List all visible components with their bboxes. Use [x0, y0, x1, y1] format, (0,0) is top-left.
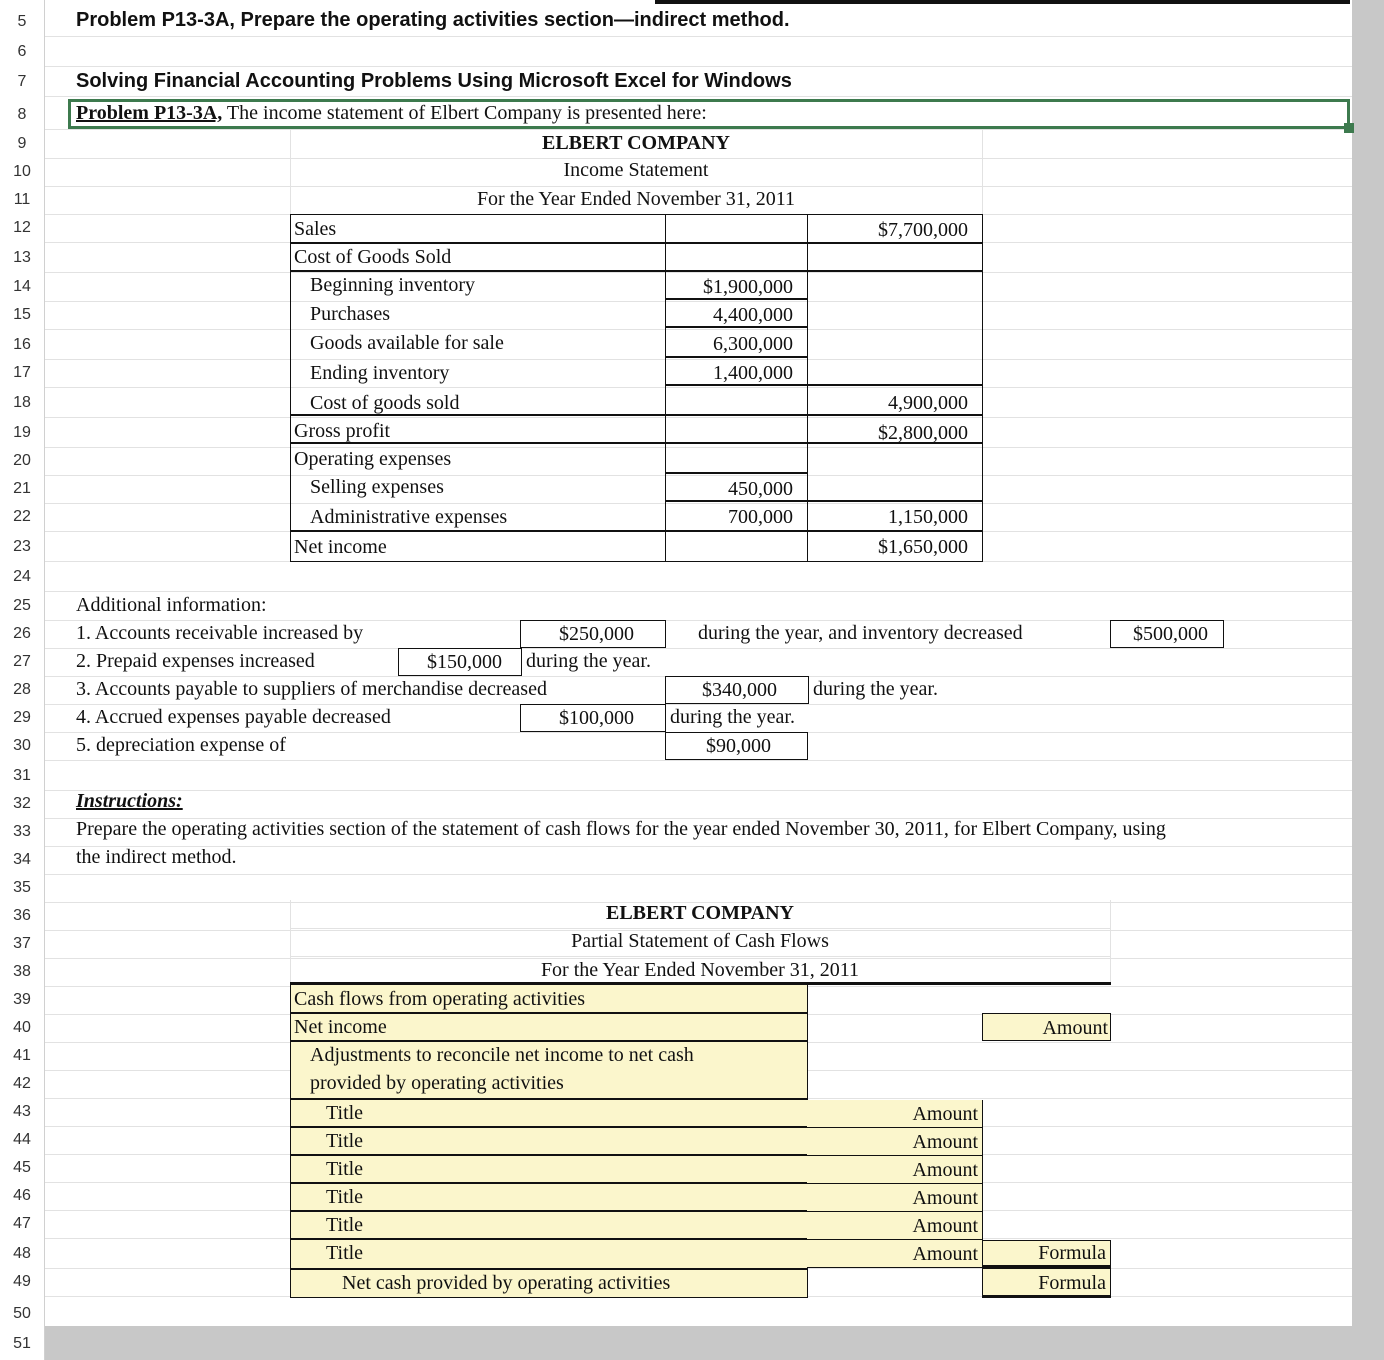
additional-item3-a: 3. Accounts payable to suppliers of merchandise decreased	[76, 678, 547, 700]
is-cogs-label: Cost of Goods Sold	[294, 246, 452, 268]
is-cogs-total-value: 4,900,000	[888, 392, 968, 414]
row-header[interactable]: 47	[13, 1215, 31, 1232]
row-header[interactable]: 37	[13, 935, 31, 952]
row-header[interactable]: 26	[13, 625, 31, 642]
instructions-line2: the indirect method.	[76, 846, 237, 868]
row-header[interactable]: 42	[13, 1075, 31, 1092]
row-gridline	[45, 760, 1352, 761]
is-opex-total-value: 1,150,000	[888, 506, 968, 528]
row-header[interactable]: 44	[13, 1131, 31, 1148]
row-header[interactable]: 23	[13, 538, 31, 555]
row-gridline	[45, 186, 1352, 187]
cf-net-income-label: Net income	[294, 1016, 387, 1038]
additional-item2-value: $150,000	[427, 651, 502, 673]
cf-row-rule	[290, 1040, 808, 1042]
is-gross-profit-value: $2,800,000	[878, 422, 968, 444]
is-beg-inv-label: Beginning inventory	[310, 274, 475, 296]
is-cell-rule	[666, 472, 808, 474]
cf-adjust-title: Title	[326, 1186, 364, 1208]
cf-adjust-amount: Amount	[912, 1215, 978, 1237]
row-gridline	[45, 704, 1352, 705]
row-header[interactable]: 30	[13, 737, 31, 754]
sheet-edge-bottom	[45, 1326, 1384, 1360]
row-header[interactable]: 39	[13, 991, 31, 1008]
cf-row-rule	[290, 1210, 808, 1212]
cf-period: For the Year Ended November 31, 2011	[540, 959, 860, 981]
additional-item2-a: 2. Prepaid expenses increased	[76, 650, 315, 672]
is-cell-rule	[666, 356, 808, 358]
row-header[interactable]: 28	[13, 681, 31, 698]
is-cell-rule	[808, 384, 983, 386]
additional-item3-b: during the year.	[813, 678, 938, 700]
is-sales-label: Sales	[294, 218, 337, 240]
subtitle: Solving Financial Accounting Problems Using Microsoft Excel for Windows	[76, 70, 792, 92]
cf-section-label: Cash flows from operating activities	[294, 988, 586, 1010]
cf-row-rule	[290, 1238, 808, 1240]
row-header[interactable]: 36	[13, 907, 31, 924]
cf-row-rule	[290, 1012, 808, 1014]
is-admin-value: 700,000	[728, 506, 793, 528]
row-gridline	[45, 648, 1352, 649]
is-company: ELBERT COMPANY	[541, 132, 731, 154]
row-header[interactable]: 24	[13, 568, 31, 585]
row-header[interactable]: 29	[13, 709, 31, 726]
row-header[interactable]: 38	[13, 963, 31, 980]
row-gridline	[45, 874, 1352, 875]
is-title: Income Statement	[563, 159, 709, 181]
cf-row-rule	[290, 1268, 808, 1270]
row-header[interactable]: 14	[13, 278, 31, 295]
cf-adjust-amount: Amount	[912, 1103, 978, 1125]
row-header[interactable]: 34	[13, 851, 31, 868]
is-net-income-value: $1,650,000	[878, 536, 968, 558]
is-cogs-total-label: Cost of goods sold	[310, 392, 460, 414]
row-header[interactable]: 18	[13, 394, 31, 411]
additional-item4-a: 4. Accrued expenses payable decreased	[76, 706, 391, 728]
row-header[interactable]: 10	[13, 163, 31, 180]
row-gridline	[45, 96, 1352, 97]
is-end-inv-label: Ending inventory	[310, 362, 450, 384]
row-header[interactable]: 45	[13, 1159, 31, 1176]
is-row-rule	[290, 242, 982, 244]
row-header[interactable]: 46	[13, 1187, 31, 1204]
additional-item1-a: 1. Accounts receivable increased by	[76, 622, 364, 644]
cf-title: Partial Statement of Cash Flows	[571, 930, 829, 952]
cf-net-cash-value: Formula	[1038, 1272, 1106, 1294]
cf-adjust-amount: Amount	[912, 1159, 978, 1181]
is-net-income-label: Net income	[294, 536, 387, 558]
additional-item5-a: 5. depreciation expense of	[76, 734, 286, 756]
row-header[interactable]: 7	[17, 73, 27, 90]
row-header[interactable]: 32	[13, 795, 31, 812]
cf-adjust-line1: Adjustments to reconcile net income to net cash	[310, 1044, 694, 1066]
is-gafs-value: 6,300,000	[713, 333, 793, 355]
row-header[interactable]: 25	[13, 597, 31, 614]
row-gridline	[45, 790, 1352, 791]
additional-item5-value: $90,000	[706, 735, 771, 757]
cf-net-cash-label: Net cash provided by operating activities	[342, 1272, 671, 1294]
additional-item1-b: during the year, and inventory decreased	[698, 622, 1023, 644]
row-header[interactable]: 27	[13, 653, 31, 670]
row-gridline	[45, 591, 1352, 592]
cf-adjust-title: Title	[326, 1102, 364, 1124]
row-header[interactable]: 51	[13, 1335, 31, 1352]
is-cell-rule	[808, 500, 983, 502]
is-selling-label: Selling expenses	[310, 476, 444, 498]
is-end-inv-value: 1,400,000	[713, 362, 793, 384]
row-header[interactable]: 33	[13, 823, 31, 840]
cf-adjust-title: Title	[326, 1158, 364, 1180]
cf-adjust-line2: provided by operating activities	[310, 1072, 564, 1094]
cf-adjust-title: Title	[326, 1242, 364, 1264]
row-header[interactable]: 43	[13, 1103, 31, 1120]
is-selling-value: 450,000	[728, 478, 793, 500]
additional-item1-value2: $500,000	[1133, 623, 1208, 645]
cf-company: ELBERT COMPANY	[605, 902, 795, 924]
row-gridline	[45, 66, 1352, 67]
row-header[interactable]: 48	[13, 1245, 31, 1262]
cf-row-rule	[290, 1098, 808, 1100]
sheet-edge-right	[1352, 0, 1384, 1360]
is-period: For the Year Ended November 31, 2011	[476, 188, 796, 210]
cf-adjust-amount: Amount	[912, 1187, 978, 1209]
row-header[interactable]: 31	[13, 767, 31, 784]
row-header[interactable]: 49	[13, 1273, 31, 1290]
problem-intro: Problem P13-3A, The income statement of Elbert Company is presented here:	[76, 102, 707, 124]
is-purchases-value: 4,400,000	[713, 304, 793, 326]
instructions-heading: Instructions:	[76, 790, 183, 812]
row-header[interactable]: 21	[13, 480, 31, 497]
row-gridline	[45, 36, 1352, 37]
top-border	[655, 0, 1350, 4]
row-gridline	[45, 846, 1352, 847]
row-header[interactable]: 12	[13, 219, 31, 236]
row-header[interactable]: 13	[13, 249, 31, 266]
additional-heading: Additional information:	[76, 594, 267, 616]
is-purchases-label: Purchases	[310, 303, 390, 325]
row-header[interactable]: 19	[13, 424, 31, 441]
row-header[interactable]: 5	[17, 13, 27, 30]
row-header[interactable]: 22	[13, 508, 31, 525]
row-header[interactable]: 16	[13, 336, 31, 353]
row-header[interactable]: 41	[13, 1047, 31, 1064]
is-sales-value: $7,700,000	[878, 219, 968, 241]
row-header[interactable]: 40	[13, 1019, 31, 1036]
is-opex-label: Operating expenses	[294, 448, 452, 470]
row-header-divider	[44, 0, 45, 1360]
is-row-rule	[290, 530, 982, 532]
cf-adjust-amount: Amount	[912, 1131, 978, 1153]
row-header[interactable]: 8	[17, 106, 27, 123]
instructions-line1: Prepare the operating activities section of the statement of cash flows for the year ended November 30, 2011, for Elbert Company, using	[76, 818, 1166, 840]
cf-adjust-total-value: Formula	[1038, 1242, 1106, 1264]
cf-adjust-title: Title	[326, 1130, 364, 1152]
is-admin-label: Administrative expenses	[310, 506, 508, 528]
is-gross-profit-label: Gross profit	[294, 420, 391, 442]
problem-title: Problem P13-3A, Prepare the operating activities section—indirect method.	[76, 9, 790, 31]
additional-item4-value: $100,000	[559, 707, 634, 729]
row-header[interactable]: 11	[13, 191, 31, 208]
row-gridline	[45, 129, 1352, 130]
row-header[interactable]: 6	[17, 43, 27, 60]
additional-item2-b: during the year.	[526, 650, 651, 672]
cf-row-rule	[290, 1154, 808, 1156]
cf-net-income-value: Amount	[1042, 1017, 1108, 1039]
cf-row-rule	[290, 1182, 808, 1184]
is-row-rule	[290, 270, 982, 272]
additional-item4-b: during the year.	[670, 706, 795, 728]
is-gafs-label: Goods available for sale	[310, 332, 504, 354]
row-header[interactable]: 9	[17, 135, 27, 152]
row-header[interactable]: 20	[13, 452, 31, 469]
row-header[interactable]: 50	[13, 1305, 31, 1322]
row-header[interactable]: 17	[13, 364, 31, 381]
row-header[interactable]: 35	[13, 879, 31, 896]
additional-item3-value: $340,000	[702, 679, 777, 701]
cf-net-cash-double-rule	[982, 1296, 1111, 1298]
is-beg-inv-value: $1,900,000	[703, 276, 793, 298]
additional-item1-value: $250,000	[559, 623, 634, 645]
fill-handle[interactable]	[1344, 123, 1354, 133]
cf-adjust-amount: Amount	[912, 1243, 978, 1265]
cf-adjust-title: Title	[326, 1214, 364, 1236]
row-header[interactable]: 15	[13, 306, 31, 323]
cf-row-rule	[290, 1126, 808, 1128]
